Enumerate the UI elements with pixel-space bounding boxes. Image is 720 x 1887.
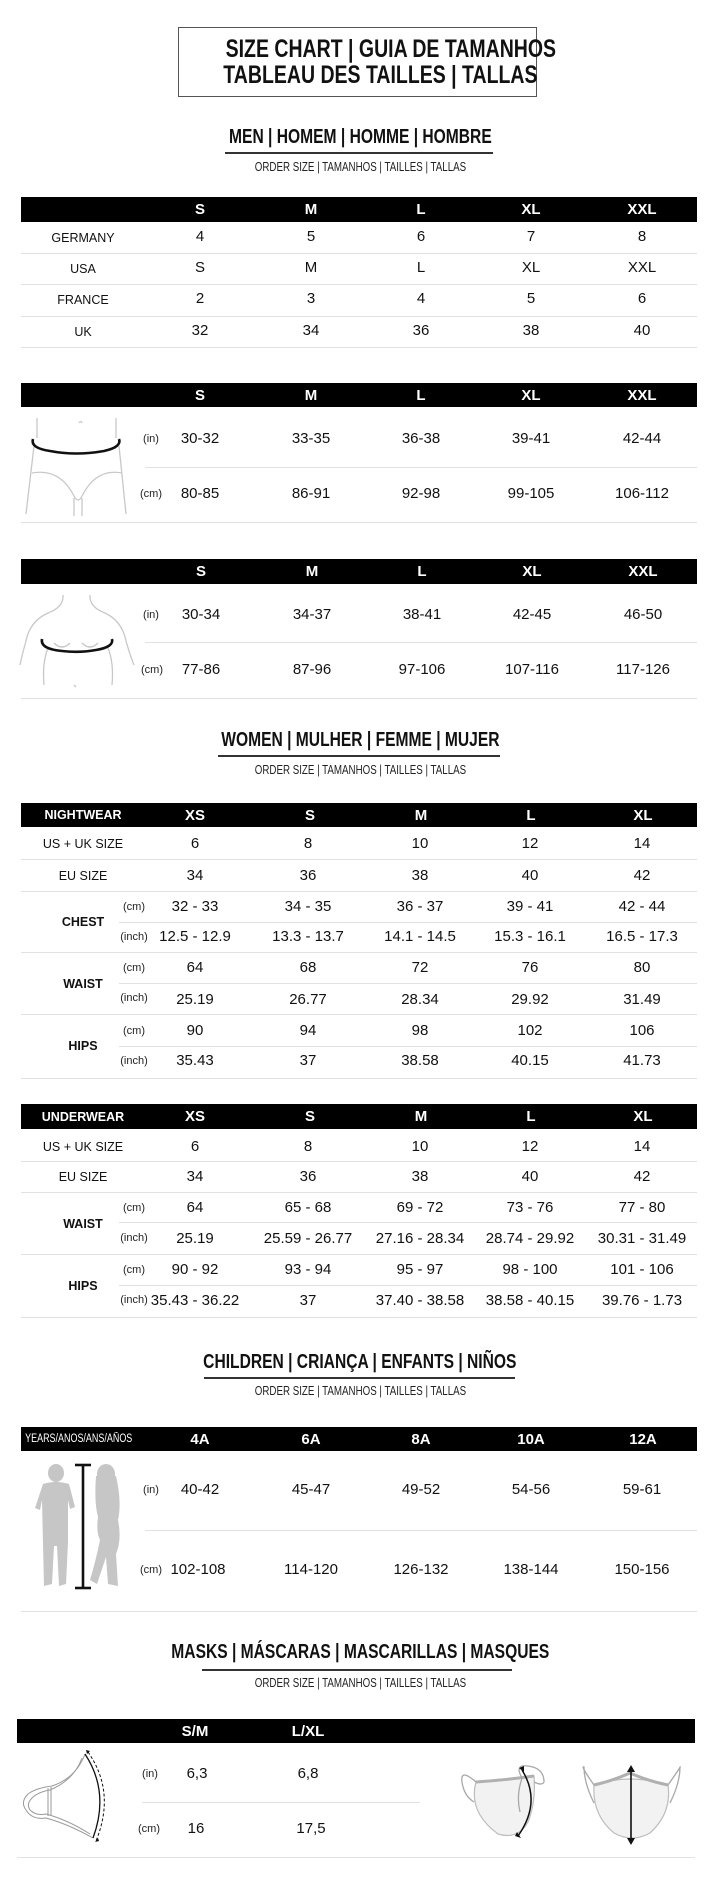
cell: 27.16 - 28.34 — [375, 1230, 465, 1247]
row-label: GERMANY — [51, 231, 115, 245]
chest-torso-figure — [18, 593, 138, 693]
cell: 10 — [411, 1138, 429, 1155]
cell: 98 - 100 — [502, 1261, 558, 1278]
cell: 4 — [195, 228, 205, 245]
cell: 34 — [186, 867, 204, 884]
cell: 3 — [306, 290, 316, 307]
women-title-underline — [218, 755, 500, 757]
cell: 38 — [522, 322, 540, 339]
cell: 38 — [411, 867, 429, 884]
masks-title-text: MASKS | MÁSCARAS | MASCARILLAS | MASQUES — [171, 1641, 549, 1663]
unit-label-in: (in) — [142, 1768, 158, 1780]
group-label-chest: CHEST — [61, 915, 105, 929]
cell: 40 — [521, 1168, 539, 1185]
unit-label: (inch) — [120, 1055, 148, 1067]
row-label: EU SIZE — [58, 1170, 108, 1184]
cell: 34 — [302, 322, 320, 339]
cell: 30.31 - 31.49 — [597, 1230, 687, 1247]
cell: 31.49 — [623, 991, 661, 1008]
group-label-hips: HIPS — [68, 1039, 98, 1053]
order-size-text: ORDER SIZE | TAMANHOS | TAILLES | TALLAS — [254, 1676, 466, 1690]
size-header-lxl: L/XL — [291, 1722, 325, 1740]
unit-label: (inch) — [120, 1294, 148, 1306]
order-size-text: ORDER SIZE | TAMANHOS | TAILLES | TALLAS — [254, 763, 466, 777]
unit-label: (cm) — [123, 901, 145, 913]
cell: 42 — [633, 867, 651, 884]
cell: S — [194, 259, 205, 276]
cell: 34 - 35 — [284, 898, 332, 915]
row-divider — [21, 891, 697, 892]
row-divider — [21, 316, 697, 317]
children-title-underline — [204, 1377, 515, 1379]
group-label-waist: WAIST — [63, 1217, 103, 1231]
row-divider — [21, 347, 697, 348]
cell: 6 — [190, 835, 200, 852]
cell: 36 — [299, 1168, 317, 1185]
cell: 8 — [303, 1138, 313, 1155]
row-divider — [21, 1014, 697, 1015]
children-height-figure — [30, 1462, 130, 1594]
cell: 99-105 — [507, 485, 555, 502]
cell: 14 — [633, 835, 651, 852]
size-header-sm: S/M — [181, 1722, 209, 1740]
cell: 8 — [303, 835, 313, 852]
cell: 16.5 - 17.3 — [606, 928, 678, 945]
cell: 40 — [521, 867, 539, 884]
cell: 37 — [299, 1052, 317, 1069]
size-header-xs: XS — [184, 806, 205, 824]
size-header-s: S — [195, 563, 206, 580]
unit-label-cm: (cm) — [140, 1564, 162, 1576]
size-header-12a: 12A — [629, 1430, 657, 1448]
size-header-xl: XL — [522, 563, 542, 580]
cell: 59-61 — [622, 1481, 662, 1498]
unit-label-in: (in) — [143, 1484, 159, 1496]
cell: 36 — [412, 322, 430, 339]
order-size-text: ORDER SIZE | TAMANHOS | TAILLES | TALLAS — [254, 1384, 466, 1398]
size-header-xl: XL — [521, 386, 541, 404]
cell: 42 — [633, 1168, 651, 1185]
cell: 6 — [637, 290, 647, 307]
cell: 13.3 - 13.7 — [272, 928, 344, 945]
cell: M — [304, 259, 318, 276]
row-divider — [119, 1222, 697, 1223]
masks-header — [17, 1719, 695, 1743]
group-label-hips: HIPS — [68, 1279, 98, 1293]
row-divider — [21, 1317, 697, 1318]
cell: 33-35 — [291, 430, 331, 447]
cell: 114-120 — [284, 1561, 338, 1578]
mask-angled-figure — [458, 1762, 550, 1842]
underwear-label: UNDERWEAR — [41, 1109, 125, 1124]
row-divider — [21, 698, 697, 699]
row-divider — [145, 1530, 697, 1531]
unit-label-in: (in) — [143, 609, 159, 621]
size-header-xl: XL — [521, 201, 541, 218]
men-chest-header — [21, 559, 697, 584]
cell: 86-91 — [291, 485, 331, 502]
cell: 45-47 — [291, 1481, 331, 1498]
cell: L — [416, 259, 426, 276]
cell: 95 - 97 — [396, 1261, 444, 1278]
row-divider — [145, 642, 697, 643]
row-label: USA — [70, 262, 96, 276]
cell: 2 — [195, 290, 205, 307]
cell: 38.58 - 40.15 — [485, 1292, 575, 1309]
row-divider — [21, 253, 697, 254]
unit-label: (cm) — [123, 1202, 145, 1214]
cell: 106-112 — [615, 485, 669, 502]
row-label: EU SIZE — [58, 869, 108, 883]
cell: 38 — [411, 1168, 429, 1185]
cell: 6 — [190, 1138, 200, 1155]
cell: 150-156 — [614, 1561, 670, 1578]
cell: 90 - 92 — [171, 1261, 219, 1278]
cell: 126-132 — [393, 1561, 449, 1578]
cell: 30-32 — [180, 430, 220, 447]
size-header-4a: 4A — [190, 1430, 210, 1448]
nightwear-header — [21, 803, 697, 827]
unit-label: (cm) — [123, 1264, 145, 1276]
row-divider — [119, 1046, 697, 1047]
cell: 64 — [186, 1199, 204, 1216]
cell: 76 — [521, 959, 539, 976]
cell: 12 — [521, 1138, 539, 1155]
cell: 77 - 80 — [618, 1199, 666, 1216]
cell: 37.40 - 38.58 — [375, 1292, 465, 1309]
cell: 6,3 — [186, 1765, 208, 1782]
cell: 42 - 44 — [618, 898, 666, 915]
children-header — [21, 1427, 697, 1451]
children-order-size-label — [0, 1384, 720, 1398]
size-header-m: M — [414, 806, 428, 824]
size-chart-title-box — [178, 27, 557, 97]
cell: 42-45 — [512, 606, 552, 623]
cell: 17,5 — [296, 1820, 326, 1837]
cell: 39.76 - 1.73 — [601, 1292, 683, 1309]
cell: 16 — [187, 1820, 205, 1837]
size-header-m: M — [304, 386, 318, 404]
size-header-8a: 8A — [411, 1430, 431, 1448]
women-section-title — [0, 729, 720, 751]
row-divider — [119, 922, 697, 923]
order-size-text: ORDER SIZE | TAMANHOS | TAILLES | TALLAS — [254, 160, 466, 174]
size-header-l: L — [417, 563, 427, 580]
cell: 34-37 — [292, 606, 332, 623]
cell: 38.58 — [401, 1052, 439, 1069]
size-header-l: L — [526, 806, 536, 824]
cell: 29.92 — [511, 991, 549, 1008]
row-divider — [21, 522, 697, 523]
title-line-2 — [179, 61, 536, 89]
size-header-xs: XS — [184, 1108, 205, 1125]
cell: 42-44 — [622, 430, 662, 447]
row-divider — [119, 1285, 697, 1286]
cell: 15.3 - 16.1 — [494, 928, 566, 945]
size-header-l: L — [416, 201, 426, 218]
cell: XL — [521, 259, 541, 276]
row-label: US + UK SIZE — [42, 1140, 124, 1154]
cell: 101 - 106 — [610, 1261, 674, 1278]
cell: 98 — [411, 1022, 429, 1039]
years-label — [4, 1427, 154, 1451]
size-header-6a: 6A — [301, 1430, 321, 1448]
unit-label-cm: (cm) — [140, 488, 162, 500]
cell: 54-56 — [511, 1481, 551, 1498]
cell: 10 — [411, 835, 429, 852]
cell: 32 - 33 — [171, 898, 219, 915]
cell: 37 — [299, 1292, 317, 1309]
row-divider — [142, 1802, 420, 1803]
size-header-l: L — [526, 1108, 536, 1125]
cell: 39 - 41 — [506, 898, 554, 915]
cell: 49-52 — [401, 1481, 441, 1498]
cell: 26.77 — [289, 991, 327, 1008]
cell: 107-116 — [505, 661, 559, 678]
unit-label: (inch) — [120, 931, 148, 943]
size-header-xxl: XXL — [627, 386, 657, 404]
men-title-text: MEN | HOMEM | HOMME | HOMBRE — [228, 126, 492, 148]
cell: 90 — [186, 1022, 204, 1039]
cell: 14 — [633, 1138, 651, 1155]
row-divider — [21, 1611, 697, 1612]
cell: 40-42 — [180, 1481, 220, 1498]
row-divider — [21, 1078, 697, 1079]
row-divider — [119, 983, 697, 984]
mask-side-figure — [18, 1750, 114, 1844]
cell: 69 - 72 — [396, 1199, 444, 1216]
size-header-xxl: XXL — [627, 201, 657, 218]
cell: 80 — [633, 959, 651, 976]
unit-label: (cm) — [123, 1025, 145, 1037]
cell: 68 — [299, 959, 317, 976]
cell: 97-106 — [398, 661, 446, 678]
nightwear-label: NIGHTWEAR — [44, 808, 122, 822]
unit-label-cm: (cm) — [141, 664, 163, 676]
size-header-m: M — [305, 563, 319, 580]
men-order-size-label — [0, 160, 720, 174]
title-line-2-text: TABLEAU DES TAILLES | TALLAS — [223, 61, 538, 89]
size-header-xl: XL — [633, 1108, 653, 1125]
cell: 41.73 — [623, 1052, 661, 1069]
cell: 25.19 — [176, 1230, 214, 1247]
size-header-s: S — [304, 806, 315, 824]
group-label-waist: WAIST — [63, 977, 103, 991]
row-label: US + UK SIZE — [42, 837, 124, 851]
cell: 39-41 — [511, 430, 551, 447]
unit-label: (inch) — [120, 1232, 148, 1244]
cell: 93 - 94 — [284, 1261, 332, 1278]
cell: 38-41 — [402, 606, 442, 623]
cell: 35.43 - 36.22 — [150, 1292, 240, 1309]
cell: 28.74 - 29.92 — [485, 1230, 575, 1247]
mask-front-figure — [580, 1763, 686, 1845]
cell: 7 — [526, 228, 536, 245]
cell: 102-108 — [170, 1561, 226, 1578]
cell: 6,8 — [297, 1765, 319, 1782]
cell: 12 — [521, 835, 539, 852]
unit-label-in: (in) — [143, 433, 159, 445]
years-label-text: YEARS/ANOS/ANS/AÑOS — [25, 1433, 133, 1445]
cell: 40.15 — [511, 1052, 549, 1069]
cell: 92-98 — [401, 485, 441, 502]
cell: 35.43 — [176, 1052, 214, 1069]
cell: 32 — [191, 322, 209, 339]
cell: 40 — [633, 322, 651, 339]
cell: 64 — [186, 959, 204, 976]
cell: 30-34 — [181, 606, 221, 623]
cell: 6 — [416, 228, 426, 245]
cell: 12.5 - 12.9 — [159, 928, 231, 945]
cell: 8 — [637, 228, 647, 245]
men-waist-header — [21, 383, 697, 407]
cell: 138-144 — [503, 1561, 559, 1578]
masks-section-title — [0, 1641, 720, 1663]
cell: 87-96 — [292, 661, 332, 678]
cell: 46-50 — [623, 606, 663, 623]
cell: 25.59 - 26.77 — [263, 1230, 353, 1247]
cell: 73 - 76 — [506, 1199, 554, 1216]
row-divider — [21, 859, 697, 860]
title-line-1 — [179, 35, 557, 63]
cell: 102 — [517, 1022, 543, 1039]
size-header-s: S — [194, 386, 205, 404]
title-line-1-text: SIZE CHART | GUIA DE TAMANHOS — [225, 35, 557, 63]
unit-label: (cm) — [123, 962, 145, 974]
size-header-10a: 10A — [517, 1430, 545, 1448]
men-title-underline — [225, 152, 493, 154]
cell: 5 — [526, 290, 536, 307]
cell: 36 — [299, 867, 317, 884]
row-label: UK — [74, 325, 92, 339]
cell: 4 — [416, 290, 426, 307]
size-header-l: L — [416, 386, 426, 404]
unit-label-cm: (cm) — [138, 1823, 160, 1835]
cell: 106 — [629, 1022, 655, 1039]
men-section-title — [0, 126, 720, 148]
women-title-text: WOMEN | MULHER | FEMME | MUJER — [220, 729, 500, 751]
men-conversion-header — [21, 197, 697, 222]
children-section-title — [0, 1351, 720, 1373]
size-header-xxl: XXL — [628, 563, 658, 580]
cell: 36-38 — [401, 430, 441, 447]
cell: 14.1 - 14.5 — [384, 928, 456, 945]
cell: 28.34 — [401, 991, 439, 1008]
masks-title-underline — [202, 1669, 512, 1671]
cell: 77-86 — [181, 661, 221, 678]
row-divider — [21, 284, 697, 285]
children-title-text: CHILDREN | CRIANÇA | ENFANTS | NIÑOS — [203, 1351, 517, 1373]
unit-label: (inch) — [120, 992, 148, 1004]
row-label: FRANCE — [57, 293, 109, 307]
cell: 65 - 68 — [284, 1199, 332, 1216]
size-header-s: S — [304, 1108, 315, 1125]
size-header-xl: XL — [633, 806, 653, 824]
women-order-size-label — [0, 763, 720, 777]
waist-briefs-figure — [20, 418, 130, 518]
size-header-m: M — [304, 201, 318, 218]
row-divider — [21, 1161, 697, 1162]
row-divider — [21, 1254, 697, 1255]
row-divider — [145, 467, 697, 468]
cell: 36 - 37 — [396, 898, 444, 915]
cell: 117-126 — [616, 661, 670, 678]
cell: 80-85 — [180, 485, 220, 502]
cell: 94 — [299, 1022, 317, 1039]
row-divider — [21, 1192, 697, 1193]
cell: 5 — [306, 228, 316, 245]
size-header-m: M — [414, 1108, 428, 1125]
cell: 72 — [411, 959, 429, 976]
cell: 25.19 — [176, 991, 214, 1008]
cell: XXL — [627, 259, 657, 276]
cell: 34 — [186, 1168, 204, 1185]
row-divider — [21, 952, 697, 953]
masks-order-size-label — [0, 1676, 720, 1690]
row-divider — [17, 1857, 695, 1858]
size-header-s: S — [194, 201, 205, 218]
underwear-header — [21, 1104, 697, 1129]
